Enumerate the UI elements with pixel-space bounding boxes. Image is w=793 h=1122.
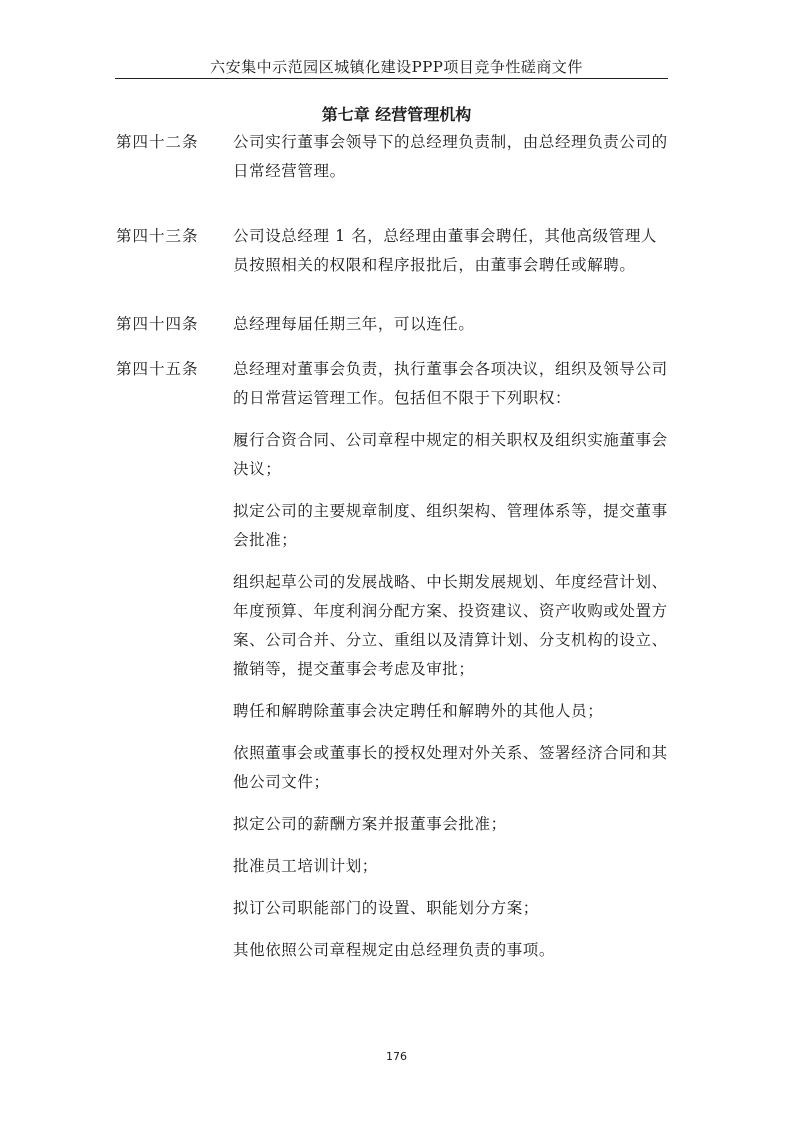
article-paragraph: 其他依照公司章程规定由总经理负责的事项。	[233, 941, 556, 959]
article-body	[233, 355, 673, 978]
running-header: 六安集中示范园区城镇化建设PPP项目竞争性磋商文件	[210, 58, 583, 76]
article-paragraph: 拟订公司职能部门的设置、职能划分方案；	[233, 899, 539, 917]
article-label: 第四十四条	[116, 315, 199, 333]
header-divider	[115, 78, 668, 79]
article-paragraph: 拟定公司的主要规章制度、组织架构、管理体系等，提交董事会批准；	[233, 502, 668, 549]
article-label: 第四十二条	[116, 133, 199, 151]
article-label: 第四十五条	[116, 360, 199, 378]
article-body	[233, 310, 673, 352]
article-paragraph: 拟定公司的薪酬方案并报董事会批准；	[233, 815, 507, 833]
article-label: 第四十三条	[116, 227, 199, 245]
article-paragraph: 总经理对董事会负责，执行董事会各项决议，组织及领导公司的日常营运管理工作。包括但不限于下列职权：	[233, 360, 668, 407]
article-paragraph: 聘任和解聘除董事会决定聘任和解聘外的其他人员；	[233, 702, 604, 720]
article-paragraph: 依照董事会或董事长的授权处理对外关系、签署经济合同和其他公司文件；	[233, 744, 668, 791]
chapter-title: 第七章 经营管理机构	[321, 105, 472, 124]
article-paragraph: 履行合资合同、公司章程中规定的相关职权及组织实施董事会决议；	[233, 431, 668, 478]
article-paragraph: 公司设总经理 1 名，总经理由董事会聘任，其他高级管理人员按照相关的权限和程序报批后，由董事会聘任或解聘。	[233, 227, 658, 274]
article-body	[233, 128, 673, 199]
article-paragraph: 公司实行董事会领导下的总经理负责制，由总经理负责公司的日常经营管理。	[233, 133, 668, 180]
page-number: 176	[386, 1050, 407, 1063]
article-paragraph: 总经理每届任期三年，可以连任。	[233, 315, 475, 333]
article-paragraph: 批准员工培训计划；	[233, 857, 378, 875]
article-body	[233, 222, 673, 293]
article-paragraph: 组织起草公司的发展战略、中长期发展规划、年度经营计划、年度预算、年度利润分配方案、投资建议、资产收购或处置方案、公司合并、分立、重组以及清算计划、分支机构的设立、撤销等，提交董事会考虑及审批；	[233, 573, 668, 678]
